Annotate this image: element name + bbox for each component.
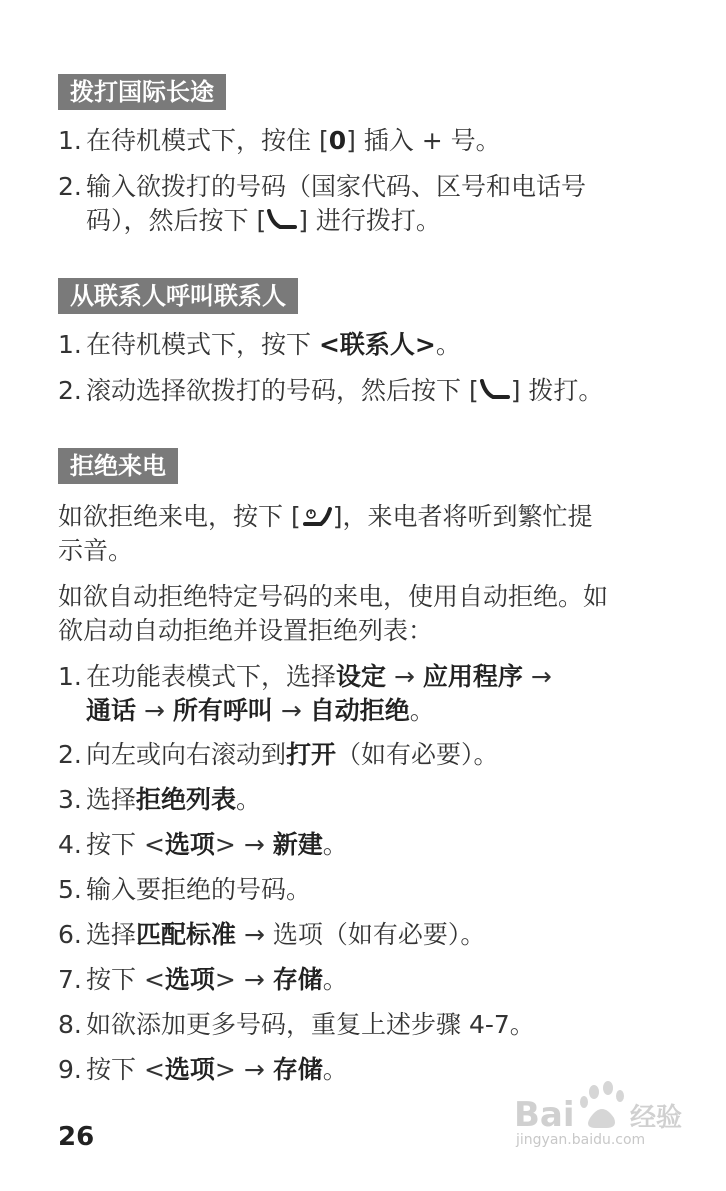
call-key-icon <box>266 205 298 235</box>
list-item: 8. 如欲添加更多号码，重复上述步骤 4-7。 <box>58 1010 535 1039</box>
list-item-continuation: 通话 → 所有呼叫 → 自动拒绝。 <box>86 696 435 725</box>
list-item: 3. 选择拒绝列表。 <box>58 785 262 814</box>
list-item: 1. 在待机模式下，按住 [0] 插入 + 号。 <box>58 126 501 155</box>
section-heading-contacts: 从联系人呼叫联系人 <box>58 278 298 314</box>
call-key-icon <box>479 375 511 405</box>
list-item: 2. 输入欲拨打的号码（国家代码、区号和电话号 <box>58 172 587 201</box>
paragraph-line: 示音。 <box>58 536 134 565</box>
list-item: 7. 按下 <选项> → 存储。 <box>58 965 348 994</box>
list-item-continuation: 码），然后按下 [ ] 进行拨打。 <box>86 206 441 235</box>
list-item: 1. 在待机模式下，按下 <联系人>。 <box>58 330 461 359</box>
svg-text:Bai: Bai <box>514 1095 575 1135</box>
list-item: 6. 选择匹配标准 → 选项（如有必要）。 <box>58 920 486 949</box>
end-power-key-icon <box>301 501 333 531</box>
baidu-jingyan-watermark-logo <box>512 1078 698 1164</box>
paragraph-line: 欲启动自动拒绝并设置拒绝列表： <box>58 616 434 645</box>
list-item: 1. 在功能表模式下，选择设定 → 应用程序 → <box>58 662 552 691</box>
list-item: 2. 滚动选择欲拨打的号码，然后按下 [ ] 拨打。 <box>58 376 604 405</box>
list-item: 4. 按下 <选项> → 新建。 <box>58 830 348 859</box>
section-heading-reject: 拒绝来电 <box>58 448 178 484</box>
paragraph-line: 如欲拒绝来电，按下 [ ]，来电者将听到繁忙提 <box>58 502 593 531</box>
paragraph-line: 如欲自动拒绝特定号码的来电，使用自动拒绝。如 <box>58 582 609 611</box>
page-number: 26 <box>58 1122 95 1152</box>
list-item: 2. 向左或向右滚动到打开（如有必要）。 <box>58 740 499 769</box>
svg-text:经验: 经验 <box>630 1103 683 1133</box>
list-item: 5. 输入要拒绝的号码。 <box>58 875 312 904</box>
section-heading-international: 拨打国际长途 <box>58 74 226 110</box>
list-item: 9. 按下 <选项> → 存储。 <box>58 1055 348 1084</box>
watermark-url: jingyan.baidu.com <box>516 1132 646 1148</box>
